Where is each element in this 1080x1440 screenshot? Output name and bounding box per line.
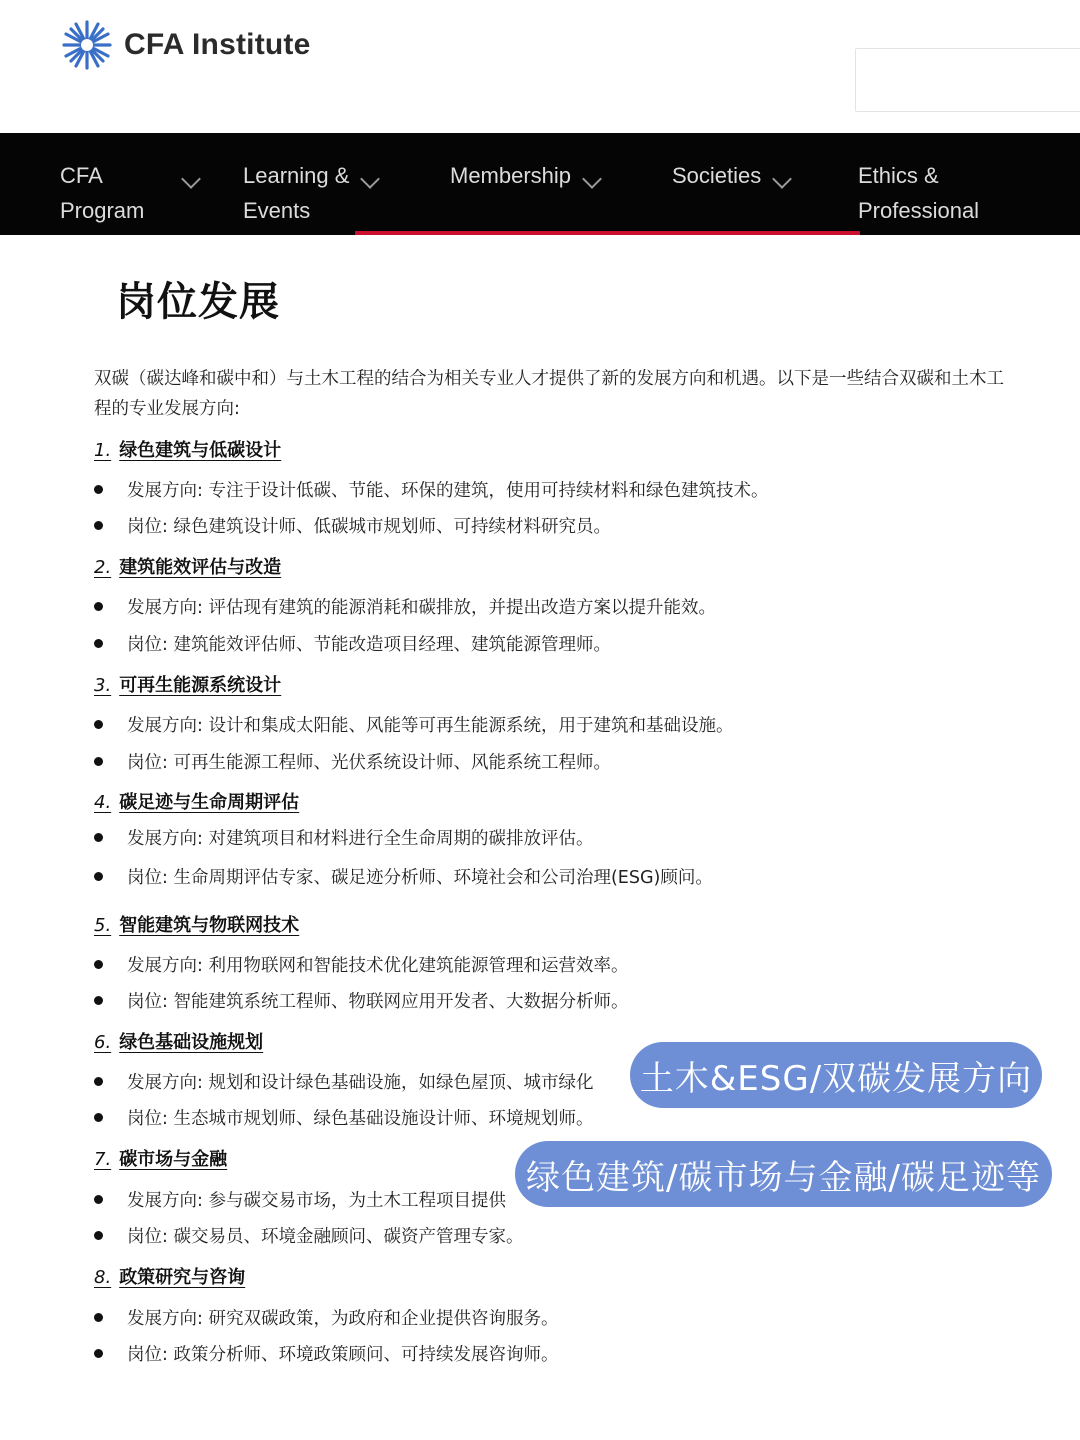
bullet-icon	[94, 1077, 103, 1086]
bullet-icon	[94, 960, 103, 969]
section-number: 8.	[94, 1267, 112, 1288]
section-title: 绿色基础设施规划	[119, 1032, 264, 1053]
nav-item-label: Societies	[672, 163, 762, 188]
position-text: 岗位: 建筑能效评估师、节能改造项目经理、建筑能源管理师。	[127, 635, 611, 655]
bullet-icon	[94, 720, 103, 729]
bullet-icon	[94, 1195, 103, 1204]
section-title: 可再生能源系统设计	[119, 675, 282, 696]
bullet-icon	[94, 1231, 103, 1240]
list-item	[94, 1069, 593, 1094]
brand-logo[interactable]	[58, 16, 310, 74]
section-title: 建筑能效评估与改造	[119, 557, 282, 578]
nav-item-membership[interactable]	[450, 158, 599, 193]
brand-name: CFA Institute	[124, 28, 311, 61]
chevron-down-icon	[361, 169, 381, 189]
direction-text: 发展方向: 规划和设计绿色基础设施，如绿色屋顶、城市绿化	[127, 1073, 594, 1093]
position-text: 岗位: 智能建筑系统工程师、物联网应用开发者、大数据分析师。	[127, 992, 629, 1012]
direction-text: 发展方向: 对建筑项目和材料进行全生命周期的碳排放评估。	[127, 829, 594, 849]
nav-item-cfa-program[interactable]	[60, 158, 198, 228]
bullet-icon	[94, 1113, 103, 1122]
section-title: 智能建筑与物联网技术	[119, 915, 300, 936]
section-number: 4.	[94, 792, 112, 813]
list-item	[94, 1305, 558, 1330]
bullet-icon	[94, 996, 103, 1005]
list-item	[94, 594, 716, 619]
position-text: 岗位: 生态城市规划师、绿色基础设施设计师、环境规划师。	[127, 1109, 594, 1129]
section-title: 碳足迹与生命周期评估	[119, 792, 300, 813]
direction-text: 发展方向: 参与碳交易市场，为土木工程项目提供	[127, 1191, 506, 1211]
section-heading	[94, 553, 281, 579]
bullet-icon	[94, 639, 103, 648]
nav-item-label: Membership	[450, 163, 572, 188]
search-input[interactable]	[855, 48, 1080, 112]
section-number: 1.	[94, 440, 112, 461]
section-number: 2.	[94, 557, 112, 578]
section-title: 碳市场与金融	[119, 1149, 228, 1170]
section-heading	[94, 1028, 263, 1054]
section-number: 7.	[94, 1149, 112, 1170]
intro-paragraph: 双碳（碳达峰和碳中和）与土木工程的结合为相关专业人才提供了新的发展方向和机遇。以下是一些结合双碳和土木工程的专业发展方向:	[94, 369, 1004, 419]
direction-text: 发展方向: 专注于设计低碳、节能、环保的建筑，使用可持续材料和绿色建筑技术。	[127, 481, 769, 501]
list-item	[94, 952, 628, 977]
position-text: 岗位: 碳交易员、环境金融顾问、碳资产管理专家。	[127, 1227, 524, 1247]
nav-item-learning-events[interactable]	[243, 158, 377, 228]
overlay-tag-secondary: 绿色建筑/碳市场与金融/碳足迹等	[515, 1141, 1052, 1207]
page-title: 岗位发展	[116, 279, 280, 325]
direction-text: 发展方向: 设计和集成太阳能、风能等可再生能源系统，用于建筑和基础设施。	[127, 716, 734, 736]
position-text: 岗位: 政策分析师、环境政策顾问、可持续发展咨询师。	[127, 1345, 559, 1365]
chevron-down-icon	[181, 169, 201, 189]
list-item	[94, 477, 768, 502]
list-item	[94, 825, 593, 850]
chevron-down-icon	[772, 169, 792, 189]
section-heading	[94, 1263, 245, 1289]
bullet-icon	[94, 757, 103, 766]
chevron-down-icon	[582, 169, 602, 189]
list-item	[94, 864, 713, 889]
section-heading	[94, 788, 299, 814]
section-heading	[94, 671, 281, 697]
bullet-icon	[94, 1349, 103, 1358]
section-title: 绿色建筑与低碳设计	[119, 440, 282, 461]
section-title: 政策研究与咨询	[119, 1267, 246, 1288]
list-item	[94, 1105, 593, 1130]
section-heading	[94, 911, 299, 937]
position-text: 岗位: 可再生能源工程师、光伏系统设计师、风能系统工程师。	[127, 753, 611, 773]
list-item	[94, 988, 628, 1013]
bullet-icon	[94, 872, 103, 881]
overlay-tag-primary: 土木&ESG/双碳发展方向	[630, 1042, 1042, 1108]
list-item	[94, 1223, 523, 1248]
list-item	[94, 513, 611, 538]
bullet-icon	[94, 521, 103, 530]
section-heading	[94, 436, 281, 462]
bullet-icon	[94, 485, 103, 494]
list-item	[94, 1341, 558, 1366]
nav-item-ethics-professional[interactable]	[858, 158, 979, 228]
list-item	[94, 631, 611, 656]
section-number: 5.	[94, 915, 112, 936]
position-text: 岗位: 生命周期评估专家、碳足迹分析师、环境社会和公司治理(ESG)顾问。	[127, 868, 713, 888]
section-heading	[94, 1145, 227, 1171]
section-number: 3.	[94, 675, 112, 696]
direction-text: 发展方向: 利用物联网和智能技术优化建筑能源管理和运营效率。	[127, 956, 629, 976]
list-item	[94, 712, 733, 737]
bullet-icon	[94, 602, 103, 611]
nav-item-label: Ethics & Professional	[858, 163, 980, 223]
section-number: 6.	[94, 1032, 112, 1053]
direction-text: 发展方向: 评估现有建筑的能源消耗和碳排放，并提出改造方案以提升能效。	[127, 598, 716, 618]
nav-item-societies[interactable]	[672, 158, 789, 193]
nav-active-indicator	[355, 231, 860, 235]
direction-text: 发展方向: 研究双碳政策，为政府和企业提供咨询服务。	[127, 1309, 559, 1329]
nav-item-label: Learning & Events	[243, 163, 350, 223]
position-text: 岗位: 绿色建筑设计师、低碳城市规划师、可持续材料研究员。	[127, 517, 611, 537]
list-item	[94, 749, 611, 774]
bullet-icon	[94, 833, 103, 842]
bullet-icon	[94, 1313, 103, 1322]
list-item	[94, 1187, 506, 1212]
cfa-globe-icon	[58, 16, 116, 74]
nav-item-label: CFA Program	[60, 163, 145, 223]
site-header	[0, 0, 1080, 133]
